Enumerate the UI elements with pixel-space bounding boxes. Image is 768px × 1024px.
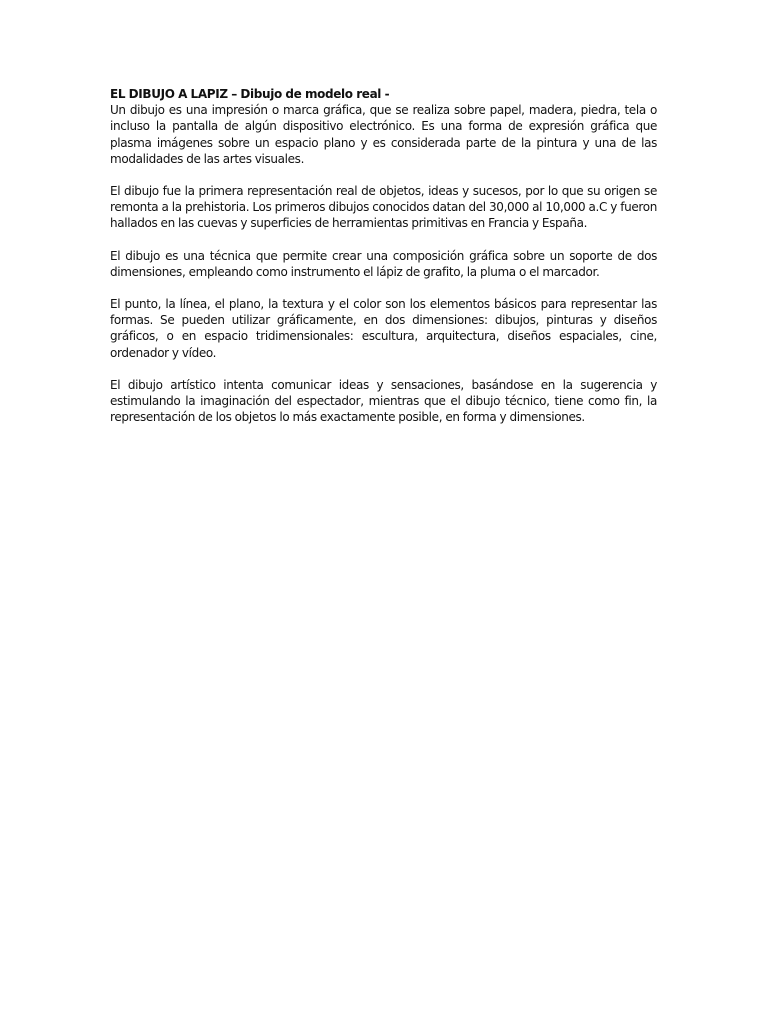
paragraph-1: Un dibujo es una impresión o marca gráfica, que se realiza sobre papel, madera, piedra, tela o incluso la pantalla de algún dispositivo electrónico. Es una forma de expresión gráfica que plasma imágenes sobre un espacio plano y es considerada parte de la pintura y una de las modalidades de las artes visuales.: [110, 103, 657, 166]
paragraph-3: El dibujo es una técnica que permite crear una composición gráfica sobre un soporte de dos dimensiones, empleando como instrumento el lápiz de grafito, la pluma o el marcador.: [110, 248, 657, 279]
paragraph-5: El dibujo artístico intenta comunicar ideas y sensaciones, basándose en la sugerencia y estimulando la imaginación del espectador, mientras que el dibujo técnico, tiene como fin, la representación de los objetos lo más exactamente posible, en forma y dimensiones.: [110, 377, 657, 425]
document-body: [110, 86, 657, 441]
document-title: EL DIBUJO A LAPIZ – Dibujo de modelo real -: [110, 87, 390, 101]
paragraph-4: El punto, la línea, el plano, la textura y el color son los elementos básicos para representar las formas. Se pueden utilizar gráficamente, en dos dimensiones: dibujos, pinturas y diseños gráficos, o en espacio tridimensionales: escultura, arquitectura, diseños espaciales, cine, ordenador y vídeo.: [110, 297, 657, 360]
paragraph-2: El dibujo fue la primera representación real de objetos, ideas y sucesos, por lo que su origen se remonta a la prehistoria. Los primeros dibujos conocidos datan del 30,000 al 10,000 a.C y fueron hallados en las cuevas y superficies de herramientas primitivas en Francia y España.: [110, 184, 657, 231]
